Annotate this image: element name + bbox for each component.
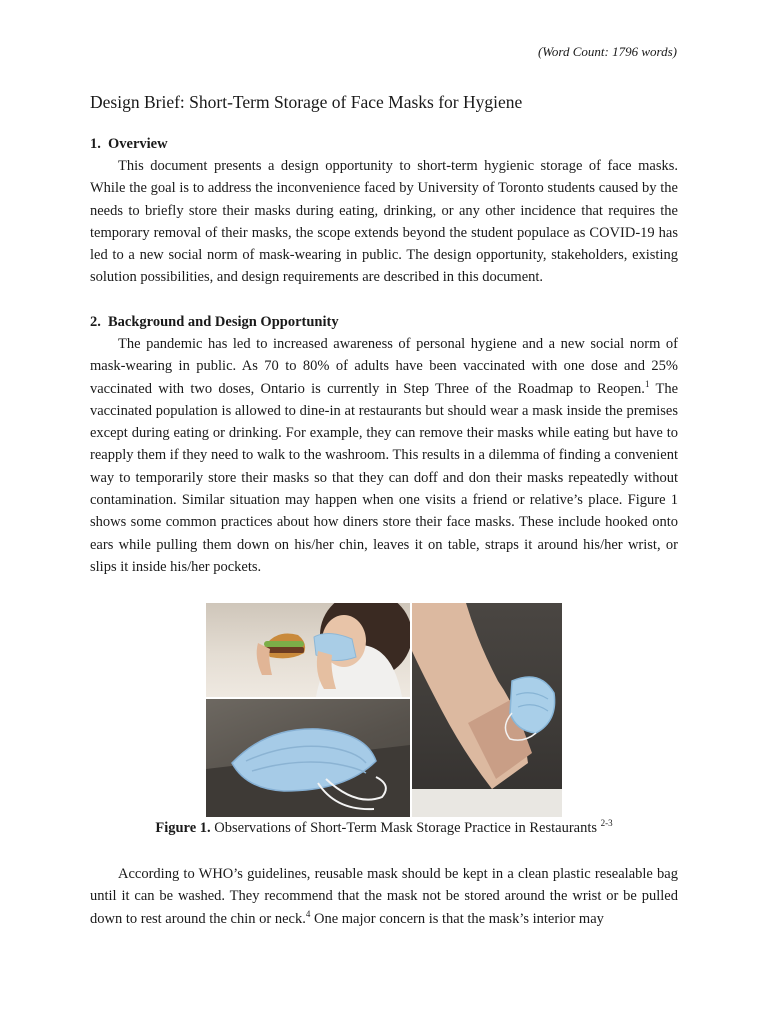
figure-label: Figure 1. — [155, 820, 211, 836]
section-heading-overview — [90, 136, 168, 153]
document-title: Design Brief: Short-Term Storage of Face Masks for Hygiene — [90, 92, 523, 112]
photo-mask-on-table — [206, 699, 410, 817]
background-paragraph — [90, 333, 678, 578]
photo-mask-on-wrist — [412, 603, 562, 817]
figure-caption-text: Observations of Short-Term Mask Storage Practice in Restaurants — [210, 820, 601, 836]
who-guidelines-paragraph — [90, 863, 678, 930]
figure-refs: 2-3 — [600, 818, 613, 829]
footnote-ref: 1 — [644, 378, 650, 389]
section-number: 2. — [90, 314, 101, 330]
section-title: Background and Design Opportunity — [108, 314, 339, 330]
figure-caption — [0, 820, 768, 837]
background-text-a: The pandemic has led to increased awareness of personal hygiene and a new social norm of mask-wearing in public. As 70 to 80% of adults have been vaccinated with one dose and 25% vaccinated with two doses, Ontario is currently in Step Three of the Roadmap to Reopen. — [90, 336, 678, 397]
section-heading-background — [90, 314, 339, 331]
figure-1 — [206, 603, 562, 817]
word-count: (Word Count: 1796 words) — [537, 44, 677, 59]
who-text-b: One major concern is that the mask’s interior may — [310, 910, 604, 927]
who-text-a: According to WHO’s guidelines, reusable mask should be kept in a clean plastic resealable bag until it can be washed. They recommend that the mask not be stored around the wrist or be pulled down to rest around the chin or neck. — [90, 866, 678, 927]
photo-woman-eating-burger — [206, 603, 410, 697]
section-title: Overview — [108, 136, 168, 152]
overview-paragraph: This document presents a design opportunity to short-term hygienic storage of face masks. While the goal is to address the inconvenience faced by University of Toronto students caused by the needs to briefly store their masks during eating, drinking, or any other incidence that requires the temporary removal of their masks, the scope extends beyond the student populace as COVID-19 has led to a new social norm of mask-wearing in public. The design opportunity, stakeholders, existing solution possibilities, and design requirements are described in this document. — [90, 158, 678, 286]
footnote-ref: 4 — [305, 908, 311, 919]
section-number: 1. — [90, 136, 101, 152]
background-text-b: The vaccinated population is allowed to dine-in at restaurants but should wear a mask inside the premises except during eating or drinking. For example, they can remove their masks while eating but have to reapply them if they need to walk to the washroom. This results in a dilemma of finding a convenient way to temporarily store their masks so that they can doff and don their masks repeatedly without contamination. Similar situation may happen when one visits a friend or relative’s place. Figure 1 shows some common practices about how diners store their face masks. These include hooked onto ears while pulling them down on his/her chin, leaves it on table, straps it around his/her wrist, or slips it inside his/her pockets. — [90, 380, 679, 575]
